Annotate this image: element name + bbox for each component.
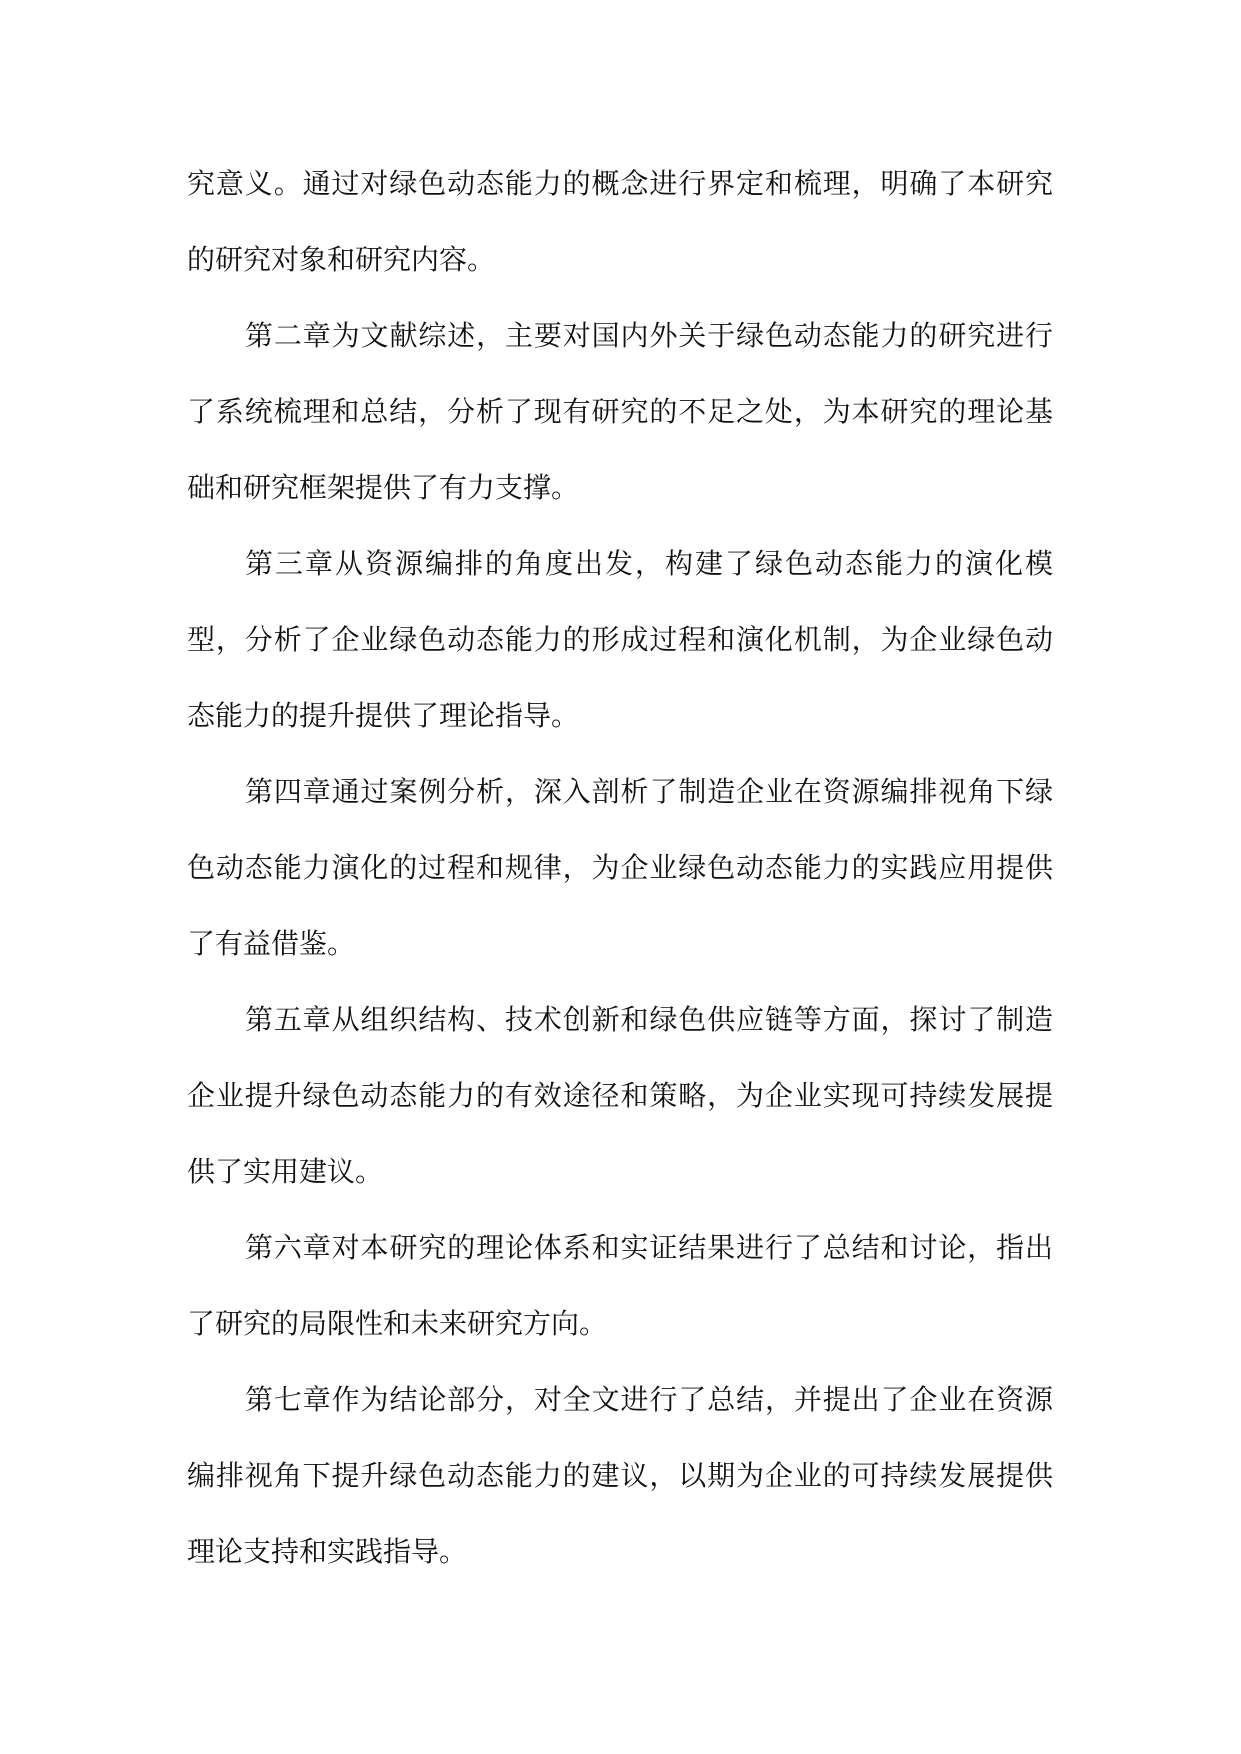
paragraph-chapter-5: 第五章从组织结构、技术创新和绿色供应链等方面，探讨了制造企业提升绿色动态能力的有效途径和策略，为企业实现可持续发展提供了实用建议。 bbox=[187, 1003, 1053, 1188]
paragraph-chapter-2: 第二章为文献综述，主要对国内外关于绿色动态能力的研究进行了系统梳理和总结，分析了现有研究的不足之处，为本研究的理论基础和研究框架提供了有力支撑。 bbox=[187, 319, 1053, 504]
paragraph-chapter-6: 第六章对本研究的理论体系和实证结果进行了总结和讨论，指出了研究的局限性和未来研究方向。 bbox=[187, 1231, 1053, 1340]
paragraph-continued: 究意义。通过对绿色动态能力的概念进行界定和梳理，明确了本研究的研究对象和研究内容。 bbox=[187, 167, 1053, 276]
paragraph-chapter-4: 第四章通过案例分析，深入剖析了制造企业在资源编排视角下绿色动态能力演化的过程和规律，为企业绿色动态能力的实践应用提供了有益借鉴。 bbox=[187, 775, 1053, 960]
body-text bbox=[187, 146, 1053, 1590]
paragraph-chapter-7: 第七章作为结论部分，对全文进行了总结，并提出了企业在资源编排视角下提升绿色动态能力的建议，以期为企业的可持续发展提供理论支持和实践指导。 bbox=[187, 1383, 1053, 1568]
paragraph-chapter-3: 第三章从资源编排的角度出发，构建了绿色动态能力的演化模型，分析了企业绿色动态能力的形成过程和演化机制，为企业绿色动态能力的提升提供了理论指导。 bbox=[187, 547, 1053, 732]
